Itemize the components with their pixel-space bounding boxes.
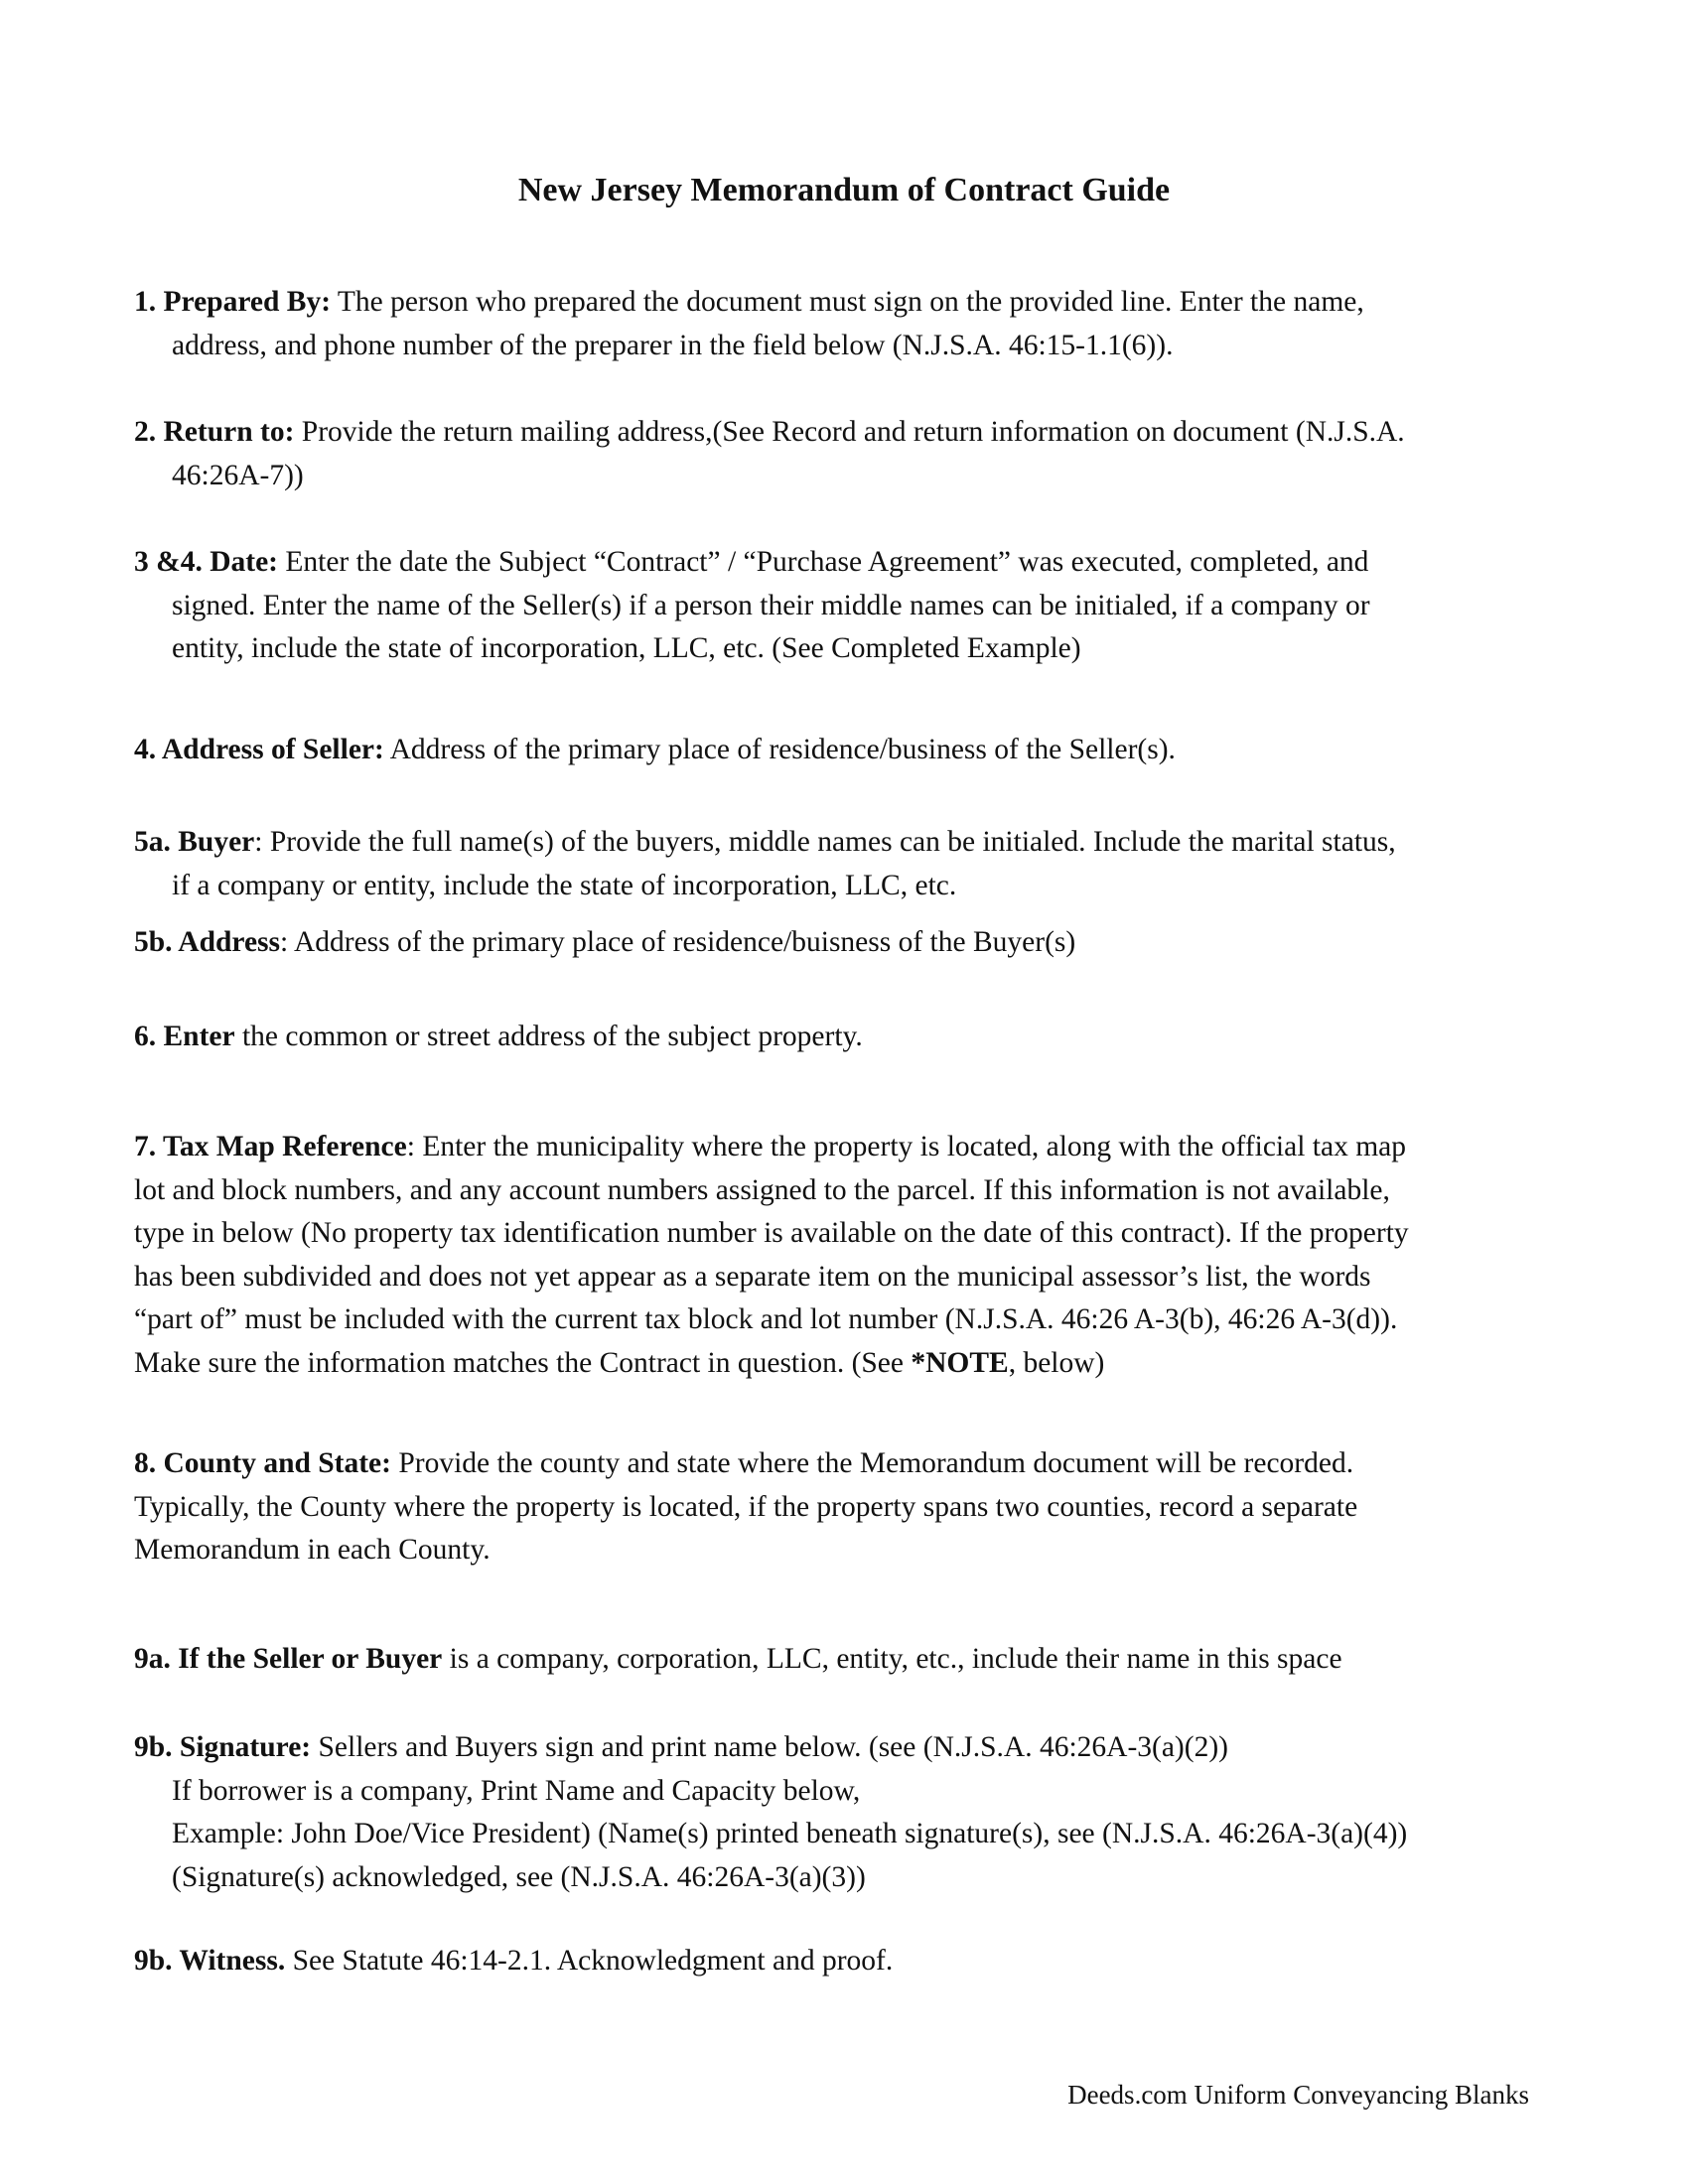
section-text: Provide the county and state where the Memorandum document will be recorded.	[390, 1447, 1354, 1479]
section-return-to	[134, 411, 1564, 497]
section-text: The person who prepared the document must sign on the provided line. Enter the name,	[331, 286, 1364, 318]
section-line	[134, 411, 1564, 455]
section-label: 5b. Address	[134, 926, 281, 958]
section-line	[134, 1342, 1564, 1386]
section-label: 9b. Signature:	[134, 1731, 312, 1763]
section-line: entity, include the state of incorporation, LLC, etc. (See Completed Example)	[172, 632, 1081, 664]
section-buyer	[134, 821, 1564, 907]
section-witness	[134, 1940, 1564, 1983]
section-text: : Enter the municipality where the property is located, along with the official tax map	[406, 1131, 1406, 1162]
document-footer: Deeds.com Uniform Conveyancing Blanks	[1067, 2080, 1529, 2110]
section-label: 9a. If the Seller or Buyer	[134, 1643, 443, 1675]
section-label: 6. Enter	[134, 1021, 235, 1052]
section-label: 3 &4. Date:	[134, 546, 278, 578]
section-label: 9b. Witness.	[134, 1945, 286, 1977]
section-text: Address of the primary place of residence/business of the Seller(s).	[383, 734, 1176, 765]
section-prepared-by	[134, 281, 1564, 367]
document-title: New Jersey Memorandum of Contract Guide	[517, 172, 1171, 208]
section-text: the common or street address of the subject property.	[234, 1021, 863, 1052]
section-date	[134, 541, 1564, 671]
section-text: Make sure the information matches the Contract in question. (See	[134, 1346, 912, 1379]
section-text: : Address of the primary place of residence/buisness of the Buyer(s)	[280, 926, 1076, 958]
section-text: is a company, corporation, LLC, entity, etc., include their name in this space	[442, 1643, 1342, 1675]
section-county-and-state	[134, 1442, 1564, 1572]
section-line: “part of” must be included with the current tax block and lot number (N.J.S.A. 46:26 A-3(b), 46:26 A-3(d)).	[134, 1303, 1398, 1335]
section-line: lot and block numbers, and any account numbers assigned to the parcel. If this information is not available,	[134, 1173, 1390, 1206]
section-text: See Statute 46:14-2.1. Acknowledgment and proof.	[285, 1945, 894, 1977]
section-line	[134, 1442, 1564, 1486]
section-line: address, and phone number of the preparer in the field below (N.J.S.A. 46:15-1.1(6)).	[172, 329, 1174, 361]
section-signature	[134, 1726, 1564, 1899]
section-line	[134, 541, 1564, 585]
section-line: 46:26A-7))	[172, 459, 304, 491]
section-text: Provide the return mailing address,(See Record and return information on document (N.J.S.A.	[294, 416, 1405, 448]
section-line	[134, 729, 1564, 772]
section-line	[134, 821, 1564, 865]
section-line	[134, 1726, 1564, 1770]
section-label: 4. Address of Seller:	[134, 734, 384, 765]
section-line	[134, 281, 1564, 325]
section-tax-map-reference	[134, 1126, 1564, 1385]
section-line	[134, 921, 1564, 965]
section-address-of-seller	[134, 729, 1564, 772]
section-label: 8. County and State:	[134, 1447, 391, 1479]
section-line: has been subdivided and does not yet appear as a separate item on the municipal assessor’s list, the words	[134, 1260, 1371, 1293]
section-text: Sellers and Buyers sign and print name below. (see (N.J.S.A. 46:26A-3(a)(2))	[311, 1731, 1228, 1763]
section-label: 2. Return to:	[134, 416, 295, 448]
section-property-address	[134, 1016, 1564, 1059]
section-line: type in below (No property tax identification number is available on the date of this contract). If the property	[134, 1217, 1409, 1249]
section-label: 1. Prepared By:	[134, 286, 332, 318]
section-text: Enter the date the Subject “Contract” / “Purchase Agreement” was executed, completed, and	[278, 546, 1369, 578]
section-line	[134, 1016, 1564, 1059]
section-line: (Signature(s) acknowledged, see (N.J.S.A. 46:26A-3(a)(3))	[172, 1860, 866, 1893]
section-line: signed. Enter the name of the Seller(s) if a person their middle names can be initialed, if a company or	[172, 589, 1370, 621]
section-label: 5a. Buyer	[134, 826, 255, 858]
section-line: Typically, the County where the property is located, if the property spans two counties, record a separate	[134, 1490, 1358, 1523]
section-line: if a company or entity, include the state of incorporation, LLC, etc.	[172, 869, 957, 901]
note-reference: *NOTE	[911, 1346, 1009, 1379]
section-label: 7. Tax Map Reference	[134, 1131, 407, 1162]
section-text: , below)	[1008, 1346, 1105, 1379]
section-line: If borrower is a company, Print Name and Capacity below,	[172, 1774, 861, 1807]
section-seller-or-buyer-entity	[134, 1638, 1564, 1682]
section-line: Example: John Doe/Vice President) (Name(s) printed beneath signature(s), see (N.J.S.A. 46:26A-3(a)(4))	[172, 1818, 1408, 1849]
section-text: : Provide the full name(s) of the buyers, middle names can be initialed. Include the marital status,	[254, 826, 1396, 858]
section-buyer-address	[134, 921, 1564, 965]
section-line	[134, 1126, 1564, 1169]
section-line	[134, 1940, 1564, 1983]
section-line	[134, 1638, 1564, 1682]
section-line: Memorandum in each County.	[134, 1534, 491, 1566]
